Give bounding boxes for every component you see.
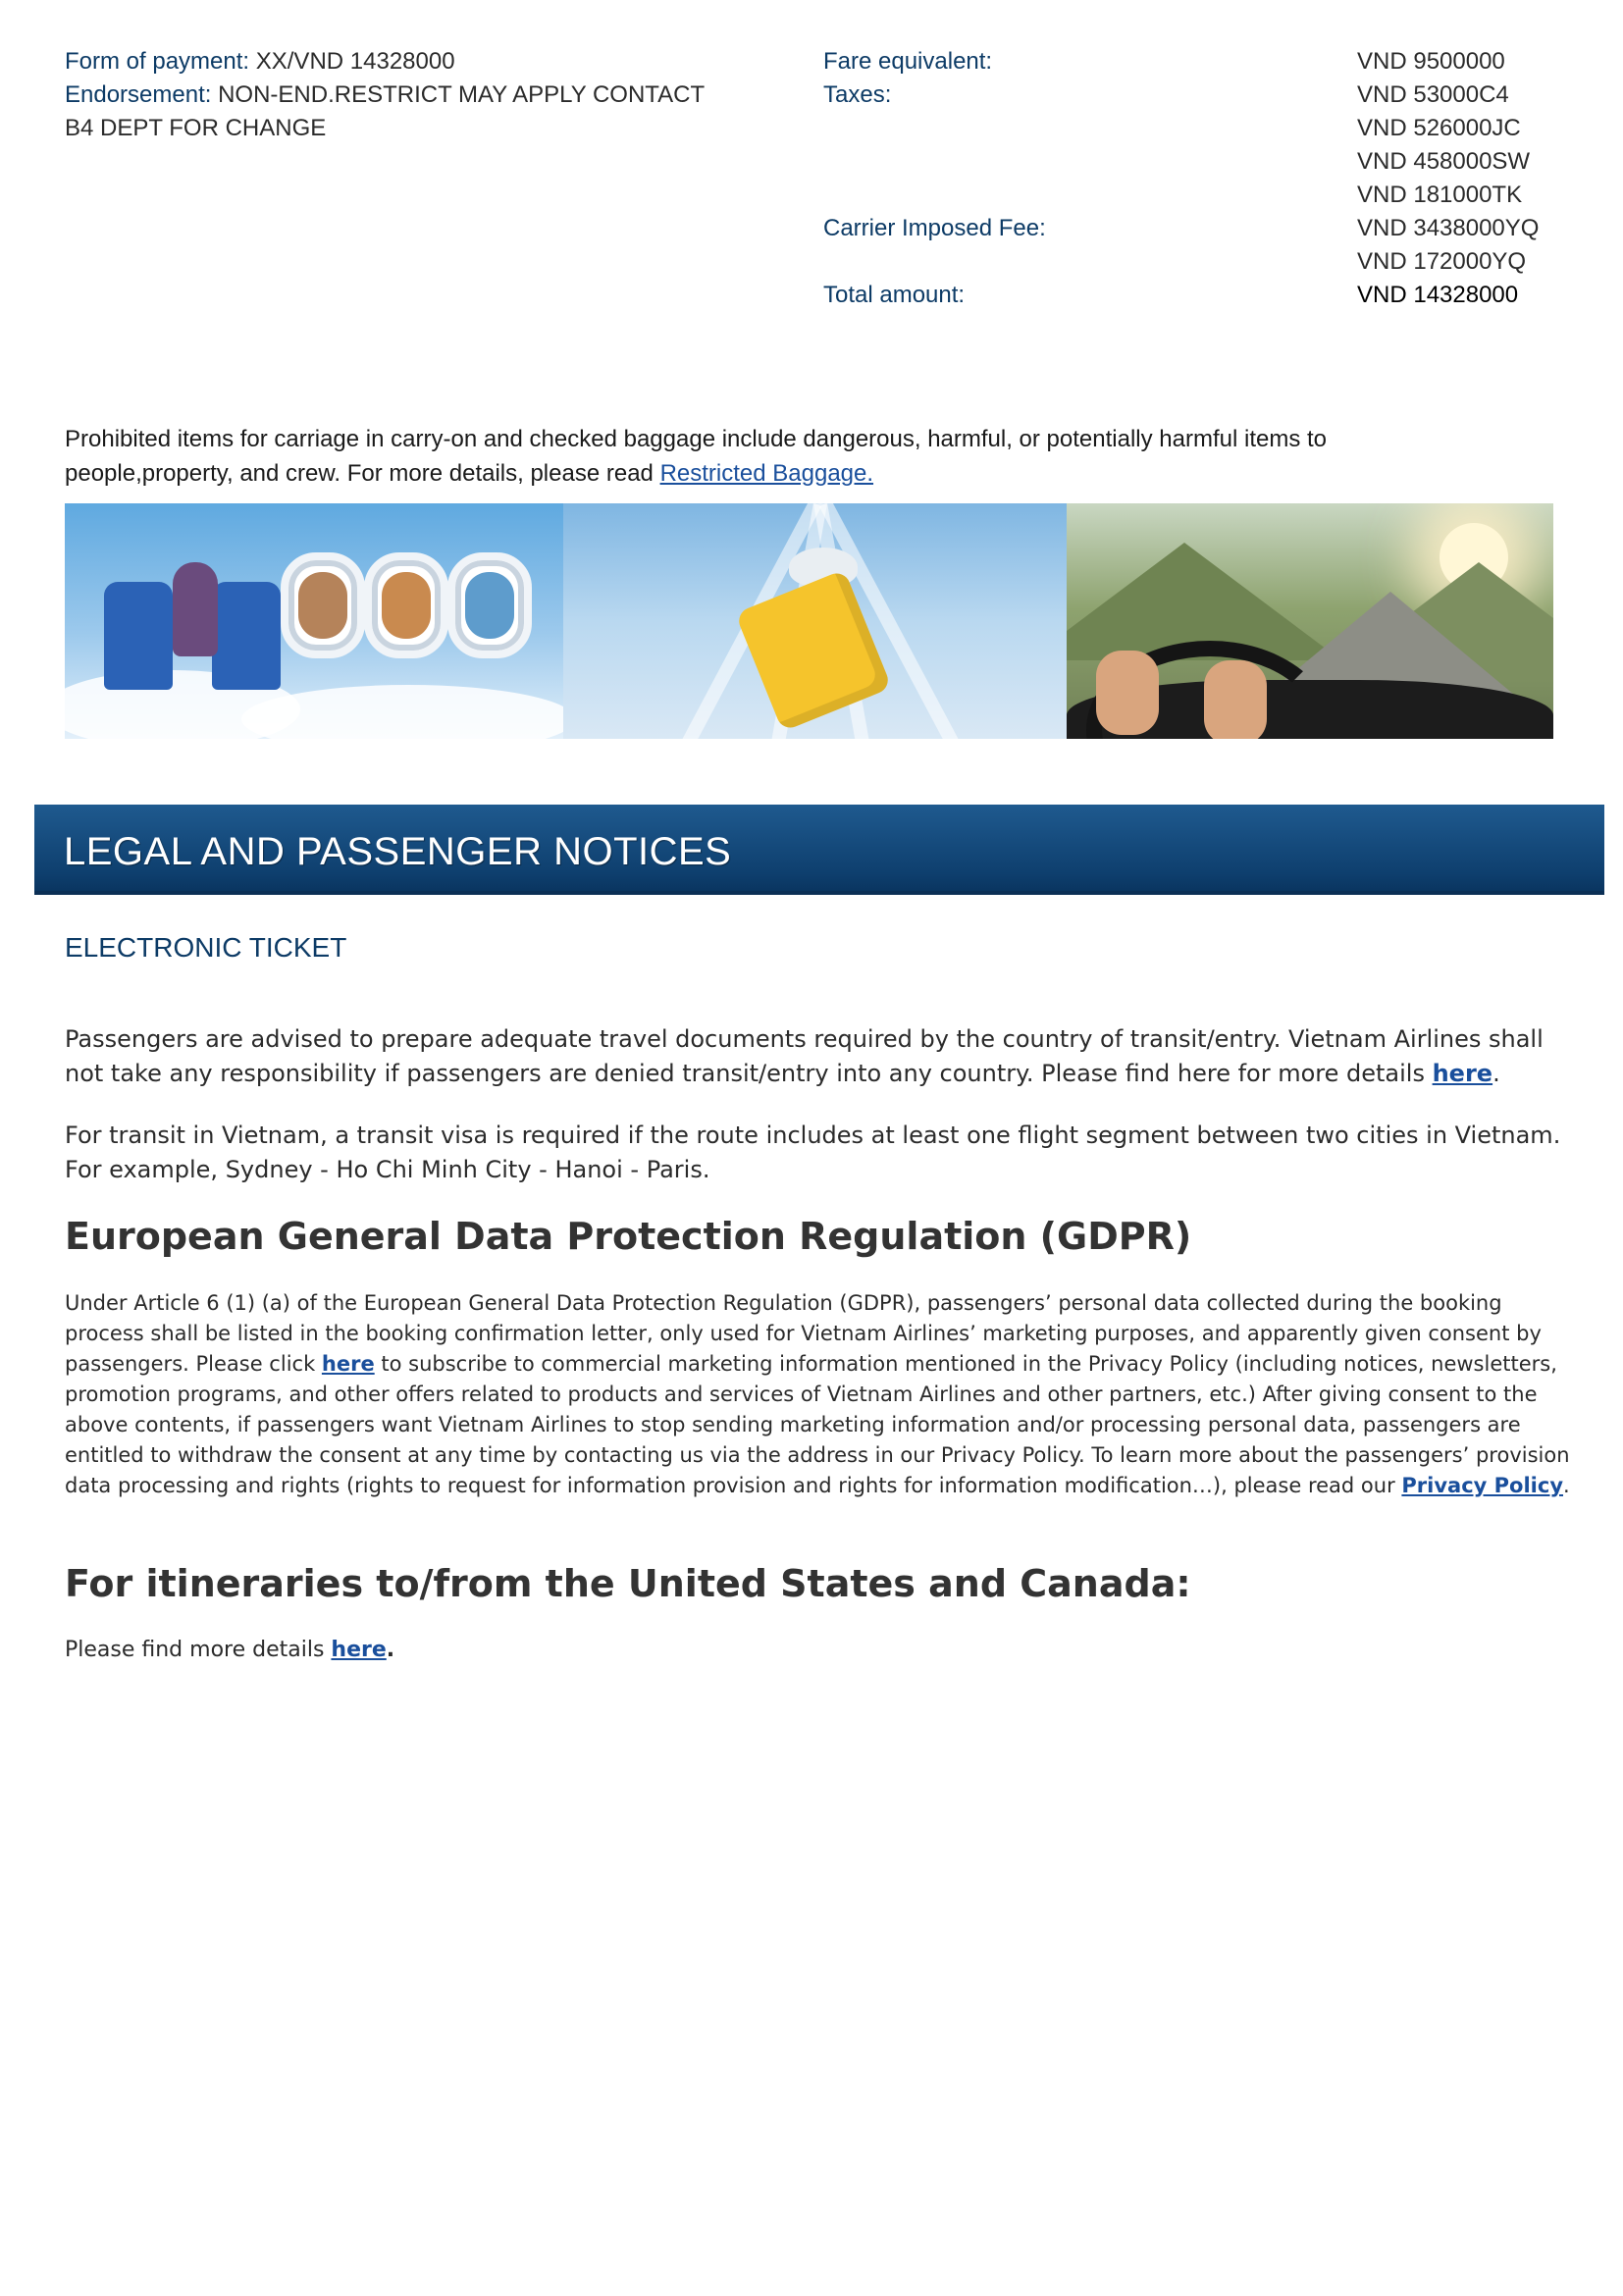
gdpr-text-b: to subscribe to commercial marketing information mentioned in the Privacy Policy (including notices, newsletters, promotion programs, and other offers related to products and services of Vietnam Airlines and other partners, etc.) After giving consent to the above contents, if passengers want Vietnam Airlines to stop sending marketing information and/or processing personal data, passengers are entitled to withdraw the consent at any time by contacting us via the address in our Privacy Policy. To learn more about the passengers’ provision data processing and rights (rights to request for information provision and rights for information modification…), please read our — [65, 1352, 1570, 1497]
electronic-ticket-heading: ELECTRONIC TICKET — [65, 932, 347, 963]
taxes-label: Taxes: — [823, 81, 892, 108]
gdpr-paragraph — [65, 1288, 1576, 1501]
carrier-fee-label: Carrier Imposed Fee: — [823, 215, 1046, 241]
banner-driving-panel — [1067, 503, 1553, 739]
airplane-window-icon — [281, 552, 365, 658]
endorsement-label: Endorsement — [65, 81, 205, 108]
gdpr-heading: European General Data Protection Regulation (GDPR) — [65, 1215, 1192, 1258]
endorsement-value: NON-END.RESTRICT MAY APPLY CONTACT — [218, 81, 706, 108]
banner-luggage-panel — [563, 503, 1067, 739]
legal-notices-title: LEGAL AND PASSENGER NOTICES — [64, 830, 732, 873]
endorsement-row — [65, 78, 771, 112]
gdpr-subscribe-here-link[interactable]: here — [321, 1352, 375, 1376]
seat-icon — [212, 582, 281, 690]
total-value: VND 14328000 — [1357, 282, 1519, 308]
fare-equivalent-row — [823, 45, 1569, 78]
us-canada-paragraph — [65, 1635, 1576, 1666]
us-canada-text: Please find more details — [65, 1638, 332, 1662]
tax-value: VND 526000JC — [1357, 115, 1521, 141]
fare-equivalent-label: Fare equivalent: — [823, 48, 993, 75]
travel-documents-paragraph — [65, 1022, 1576, 1091]
tax-value: VND 181000TK — [1357, 182, 1523, 208]
tax-value: VND 458000SW — [1357, 148, 1531, 175]
form-of-payment-value: XX/VND 14328000 — [255, 48, 455, 75]
seat-icon — [104, 582, 173, 690]
promo-banner — [65, 503, 1553, 739]
gdpr-text-a: Under Article 6 (1) (a) of the European General Data Protection Regulation (GDPR), passengers’ personal data collected during the booking process shall be listed in the booking confirmation letter, only used for Vietnam Airlines’ marketing purposes, and apparently given consent by passengers. Please click — [65, 1291, 1542, 1376]
airplane-window-icon — [364, 552, 448, 658]
fare-summary — [65, 45, 1556, 320]
colon: : — [204, 81, 212, 108]
fare-breakdown — [823, 45, 1569, 312]
prohibited-items-text: Prohibited items for carriage in carry-on and checked baggage include dangerous, harmful, or potentially harmful items to people,property, and crew. For more details, please read — [65, 426, 1328, 487]
legal-notices-header — [34, 805, 1604, 895]
tax-value: VND 53000C4 — [1357, 81, 1509, 108]
travel-documents-text: Passengers are advised to prepare adequate travel documents required by the country of transit/entry. Vietnam Airlines shall not take any responsibility if passengers are denied transit/entry into any country. Please find here for more details — [65, 1025, 1544, 1087]
airplane-window-icon — [447, 552, 532, 658]
restricted-baggage-link[interactable]: Restricted Baggage. — [659, 460, 874, 487]
us-canada-heading: For itineraries to/from the United States and Canada: — [65, 1562, 1191, 1605]
transit-visa-paragraph: For transit in Vietnam, a transit visa is required if the route includes at least one flight segment between two cities in Vietnam. For example, Sydney - Ho Chi Minh City - Hanoi - Paris. — [65, 1122, 1561, 1183]
form-of-payment-label: Form of payment — [65, 48, 243, 75]
carrier-fee-value: VND 3438000YQ — [1357, 215, 1540, 241]
taxes-row — [823, 78, 1569, 212]
hand-icon — [1204, 660, 1267, 739]
colon: : — [242, 48, 250, 75]
carrier-fee-row — [823, 212, 1569, 279]
payment-info — [65, 45, 771, 145]
total-row — [823, 279, 1569, 312]
endorsement-value-line2: B4 DEPT FOR CHANGE — [65, 115, 327, 141]
prohibited-items-notice — [65, 422, 1478, 491]
total-label: Total amount: — [823, 282, 966, 308]
gdpr-text-c: . — [1563, 1474, 1570, 1497]
us-canada-text-end: . — [386, 1638, 395, 1662]
period: . — [1492, 1060, 1500, 1087]
us-canada-here-link[interactable]: here — [331, 1638, 387, 1662]
form-of-payment-row — [65, 45, 771, 78]
travel-documents-here-link[interactable]: here — [1432, 1060, 1493, 1087]
carrier-fee-value: VND 172000YQ — [1357, 248, 1527, 275]
fare-equivalent-value: VND 9500000 — [1357, 48, 1505, 75]
hand-icon — [1096, 651, 1159, 735]
privacy-policy-link[interactable]: Privacy Policy — [1401, 1474, 1564, 1497]
banner-cabin-panel — [65, 503, 563, 739]
passenger-figure — [173, 562, 218, 656]
